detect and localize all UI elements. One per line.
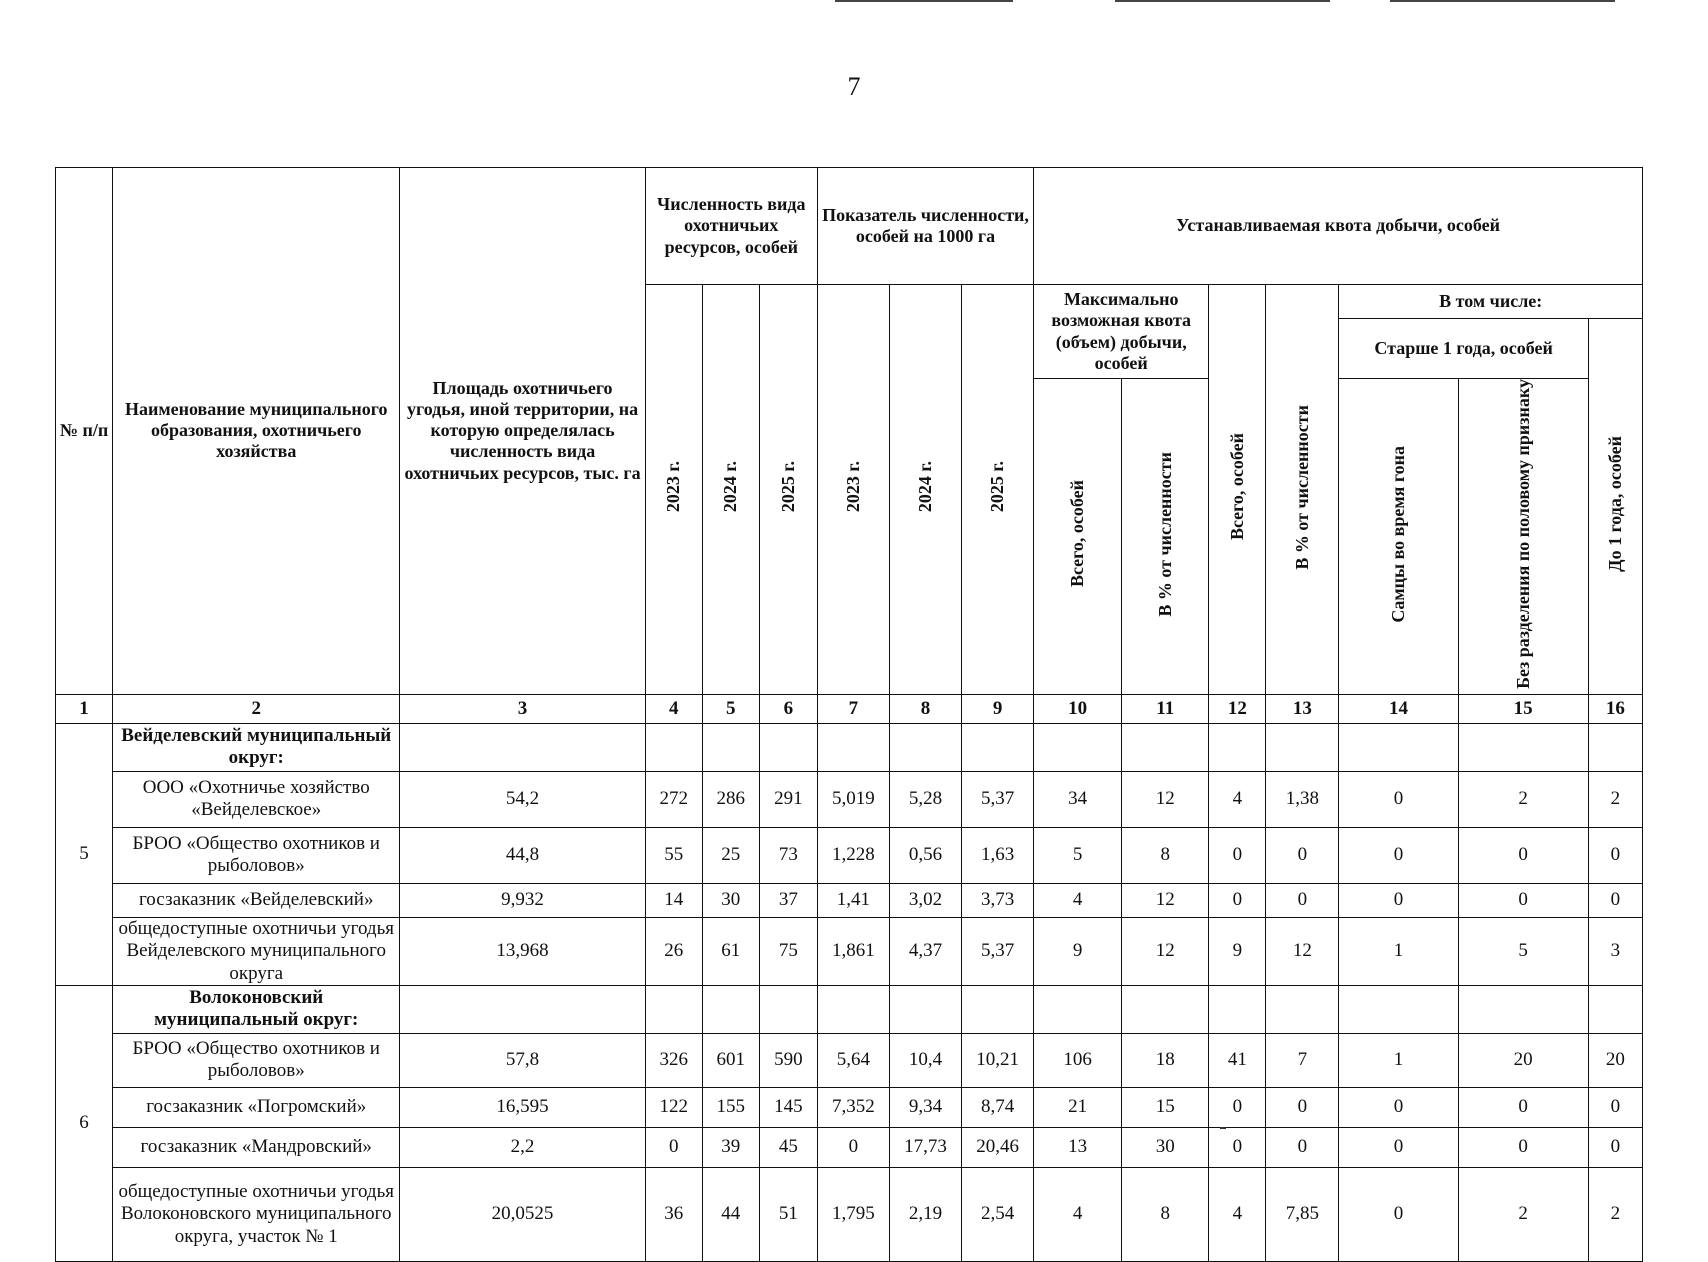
cell-name: общедоступные охотничьи угодья Вейделевского муниципального округа — [113, 917, 400, 985]
cell-p2023: 55 — [645, 827, 702, 883]
header-density-2023: 2023 г. — [817, 285, 889, 695]
cell-p2023: 14 — [645, 883, 702, 917]
header-older-1-year: Старше 1 года, особей — [1339, 319, 1588, 379]
column-number: 14 — [1339, 694, 1458, 723]
cell-area: 2,2 — [400, 1127, 645, 1167]
top-rule-left — [835, 0, 1013, 2]
header-males-rut: Самцы во время гона — [1339, 379, 1458, 695]
empty-cell — [702, 723, 759, 771]
cell-under1: 0 — [1588, 1087, 1642, 1127]
header-quota: Устанавливаемая квота добычи, особей — [1034, 168, 1643, 285]
header-name: Наименование муниципального образования, охотничьего хозяйства — [113, 168, 400, 695]
cell-males: 0 — [1339, 883, 1458, 917]
header-under-1-year: До 1 года, особей — [1588, 319, 1642, 695]
cell-d2025: 5,37 — [962, 917, 1034, 985]
cell-p2024: 601 — [702, 1033, 759, 1087]
column-number: 11 — [1122, 694, 1209, 723]
cell-under1: 3 — [1588, 917, 1642, 985]
cell-total: 41 — [1209, 1033, 1266, 1087]
cell-name: госзаказник «Мандровский» — [113, 1127, 400, 1167]
cell-name: госзаказник «Погромский» — [113, 1087, 400, 1127]
empty-cell — [1034, 985, 1122, 1033]
cell-max-total: 9 — [1034, 917, 1122, 985]
empty-cell — [817, 723, 889, 771]
table-body — [56, 694, 1643, 1261]
cell-name: БРОО «Общество охотников и рыболовов» — [113, 827, 400, 883]
cell-area: 44,8 — [400, 827, 645, 883]
empty-cell — [962, 985, 1034, 1033]
cell-p2025: 45 — [759, 1127, 817, 1167]
cell-total: 0 — [1209, 883, 1266, 917]
column-number: 8 — [889, 694, 961, 723]
cell-under1: 20 — [1588, 1033, 1642, 1087]
empty-cell — [1266, 985, 1339, 1033]
group-number: 6 — [56, 985, 113, 1261]
column-number: 10 — [1034, 694, 1122, 723]
cell-area: 13,968 — [400, 917, 645, 985]
cell-d2025: 1,63 — [962, 827, 1034, 883]
header-max-quota: Максимально возможная квота (объем) добычи, особей — [1034, 285, 1209, 379]
cell-name: госзаказник «Вейделевский» — [113, 883, 400, 917]
cell-p2024: 30 — [702, 883, 759, 917]
table-row — [56, 1167, 1643, 1261]
header-population: Численность вида охотничьих ресурсов, особей — [645, 168, 817, 285]
header-area: Площадь охотничьего угодья, иной территории, на которую определялась численность вида охотничьих ресурсов, тыс. га — [400, 168, 645, 695]
header-density: Показатель численности, особей на 1000 га — [817, 168, 1033, 285]
cell-p2025: 291 — [759, 771, 817, 827]
table-row — [56, 917, 1643, 985]
cell-pct: 1,38 — [1266, 771, 1339, 827]
underline-mark-1 — [1220, 1127, 1226, 1129]
empty-cell — [962, 723, 1034, 771]
empty-cell — [1458, 723, 1588, 771]
cell-males: 0 — [1339, 1087, 1458, 1127]
cell-area: 57,8 — [400, 1033, 645, 1087]
cell-d2023: 1,861 — [817, 917, 889, 985]
column-number: 1 — [56, 694, 113, 723]
table-row — [56, 771, 1643, 827]
group-title-row — [56, 723, 1643, 771]
cell-p2024: 61 — [702, 917, 759, 985]
cell-pct: 0 — [1266, 827, 1339, 883]
cell-p2025: 37 — [759, 883, 817, 917]
quota-table — [55, 167, 1643, 1262]
cell-nosplit: 2 — [1458, 1167, 1588, 1261]
cell-pct: 0 — [1266, 1127, 1339, 1167]
empty-cell — [702, 985, 759, 1033]
cell-d2024: 17,73 — [889, 1127, 961, 1167]
cell-p2025: 51 — [759, 1167, 817, 1261]
cell-area: 9,932 — [400, 883, 645, 917]
cell-d2024: 3,02 — [889, 883, 961, 917]
empty-cell — [645, 723, 702, 771]
cell-d2023: 5,019 — [817, 771, 889, 827]
empty-cell — [1458, 985, 1588, 1033]
cell-males: 0 — [1339, 1167, 1458, 1261]
empty-cell — [1122, 723, 1209, 771]
empty-cell — [1588, 723, 1642, 771]
cell-d2024: 10,4 — [889, 1033, 961, 1087]
group-title: Вейделевский муниципальный округ: — [113, 723, 400, 771]
cell-total: 0 — [1209, 1127, 1266, 1167]
cell-nosplit: 5 — [1458, 917, 1588, 985]
cell-p2023: 272 — [645, 771, 702, 827]
cell-d2024: 9,34 — [889, 1087, 961, 1127]
cell-males: 0 — [1339, 1127, 1458, 1167]
cell-p2023: 122 — [645, 1087, 702, 1127]
header-no-sex-split: Без разделения по половому признаку — [1458, 379, 1588, 695]
cell-d2025: 3,73 — [962, 883, 1034, 917]
header-quota-total: Всего, особей — [1209, 285, 1266, 695]
cell-p2023: 36 — [645, 1167, 702, 1261]
cell-p2023: 0 — [645, 1127, 702, 1167]
header-max-total: Всего, особей — [1034, 379, 1122, 695]
cell-nosplit: 20 — [1458, 1033, 1588, 1087]
cell-males: 1 — [1339, 1033, 1458, 1087]
cell-max-total: 5 — [1034, 827, 1122, 883]
table-row — [56, 883, 1643, 917]
column-number: 16 — [1588, 694, 1642, 723]
column-number: 9 — [962, 694, 1034, 723]
header-including: В том числе: — [1339, 285, 1643, 319]
empty-cell — [1588, 985, 1642, 1033]
cell-max-pct: 15 — [1122, 1087, 1209, 1127]
column-number: 15 — [1458, 694, 1588, 723]
page-number: 7 — [847, 72, 861, 101]
header-density-2024: 2024 г. — [889, 285, 961, 695]
column-number: 13 — [1266, 694, 1339, 723]
header-density-2025: 2025 г. — [962, 285, 1034, 695]
column-number: 3 — [400, 694, 645, 723]
cell-d2023: 1,228 — [817, 827, 889, 883]
cell-max-total: 4 — [1034, 1167, 1122, 1261]
cell-area: 16,595 — [400, 1087, 645, 1127]
empty-cell — [889, 723, 961, 771]
cell-p2024: 44 — [702, 1167, 759, 1261]
cell-under1: 0 — [1588, 827, 1642, 883]
column-number: 4 — [645, 694, 702, 723]
header-pop-2023: 2023 г. — [645, 285, 702, 695]
cell-p2025: 75 — [759, 917, 817, 985]
cell-pct: 12 — [1266, 917, 1339, 985]
cell-d2025: 8,74 — [962, 1087, 1034, 1127]
cell-nosplit: 0 — [1458, 827, 1588, 883]
empty-cell — [889, 985, 961, 1033]
cell-pct: 0 — [1266, 1087, 1339, 1127]
table-row — [56, 827, 1643, 883]
cell-d2023: 0 — [817, 1127, 889, 1167]
cell-d2025: 2,54 — [962, 1167, 1034, 1261]
cell-nosplit: 2 — [1458, 771, 1588, 827]
cell-under1: 2 — [1588, 771, 1642, 827]
cell-p2025: 145 — [759, 1087, 817, 1127]
cell-total: 4 — [1209, 771, 1266, 827]
cell-max-total: 21 — [1034, 1087, 1122, 1127]
cell-name: БРОО «Общество охотников и рыболовов» — [113, 1033, 400, 1087]
cell-total: 0 — [1209, 1087, 1266, 1127]
empty-cell — [1209, 985, 1266, 1033]
cell-p2023: 26 — [645, 917, 702, 985]
cell-d2025: 5,37 — [962, 771, 1034, 827]
group-title: Волоконовский муниципальный округ: — [113, 985, 400, 1033]
cell-d2023: 1,41 — [817, 883, 889, 917]
empty-cell — [1209, 723, 1266, 771]
header-pop-2025: 2025 г. — [759, 285, 817, 695]
cell-max-pct: 30 — [1122, 1127, 1209, 1167]
cell-name: общедоступные охотничьи угодья Волоконовского муниципального округа, участок № 1 — [113, 1167, 400, 1261]
cell-pct: 0 — [1266, 883, 1339, 917]
cell-pct: 7,85 — [1266, 1167, 1339, 1261]
column-number: 6 — [759, 694, 817, 723]
cell-males: 0 — [1339, 827, 1458, 883]
cell-d2023: 7,352 — [817, 1087, 889, 1127]
cell-area: 54,2 — [400, 771, 645, 827]
cell-males: 0 — [1339, 771, 1458, 827]
cell-p2024: 155 — [702, 1087, 759, 1127]
empty-cell — [1266, 723, 1339, 771]
empty-cell — [817, 985, 889, 1033]
cell-p2024: 39 — [702, 1127, 759, 1167]
cell-p2024: 25 — [702, 827, 759, 883]
cell-males: 1 — [1339, 917, 1458, 985]
cell-max-pct: 12 — [1122, 883, 1209, 917]
cell-max-pct: 8 — [1122, 827, 1209, 883]
empty-cell — [400, 985, 645, 1033]
header-num: № п/п — [56, 168, 113, 695]
column-number: 5 — [702, 694, 759, 723]
empty-cell — [400, 723, 645, 771]
cell-p2025: 590 — [759, 1033, 817, 1087]
empty-cell — [1122, 985, 1209, 1033]
cell-d2024: 5,28 — [889, 771, 961, 827]
top-rule-right — [1390, 0, 1615, 2]
cell-p2023: 326 — [645, 1033, 702, 1087]
cell-p2024: 286 — [702, 771, 759, 827]
cell-under1: 2 — [1588, 1167, 1642, 1261]
group-number: 5 — [56, 723, 113, 985]
table-row — [56, 1087, 1643, 1127]
header-max-percent: В % от численности — [1122, 379, 1209, 695]
cell-max-pct: 12 — [1122, 917, 1209, 985]
cell-total: 4 — [1209, 1167, 1266, 1261]
cell-max-total: 34 — [1034, 771, 1122, 827]
cell-max-total: 106 — [1034, 1033, 1122, 1087]
cell-d2024: 2,19 — [889, 1167, 961, 1261]
cell-total: 9 — [1209, 917, 1266, 985]
empty-cell — [759, 985, 817, 1033]
cell-d2025: 10,21 — [962, 1033, 1034, 1087]
header-pop-2024: 2024 г. — [702, 285, 759, 695]
cell-d2024: 0,56 — [889, 827, 961, 883]
empty-cell — [1339, 723, 1458, 771]
table-row — [56, 1127, 1643, 1167]
cell-p2025: 73 — [759, 827, 817, 883]
cell-max-total: 13 — [1034, 1127, 1122, 1167]
cell-nosplit: 0 — [1458, 1127, 1588, 1167]
cell-d2024: 4,37 — [889, 917, 961, 985]
empty-cell — [1034, 723, 1122, 771]
column-number: 2 — [113, 694, 400, 723]
cell-d2023: 5,64 — [817, 1033, 889, 1087]
table-row — [56, 1033, 1643, 1087]
header-quota-percent: В % от численности — [1266, 285, 1339, 695]
cell-max-pct: 18 — [1122, 1033, 1209, 1087]
cell-pct: 7 — [1266, 1033, 1339, 1087]
cell-max-pct: 12 — [1122, 771, 1209, 827]
column-numbers-row — [56, 694, 1643, 723]
cell-total: 0 — [1209, 827, 1266, 883]
column-number: 12 — [1209, 694, 1266, 723]
cell-d2023: 1,795 — [817, 1167, 889, 1261]
top-rule-middle — [1115, 0, 1330, 2]
cell-nosplit: 0 — [1458, 1087, 1588, 1127]
cell-max-pct: 8 — [1122, 1167, 1209, 1261]
empty-cell — [759, 723, 817, 771]
empty-cell — [645, 985, 702, 1033]
cell-name: ООО «Охотничье хозяйство «Вейделевское» — [113, 771, 400, 827]
cell-nosplit: 0 — [1458, 883, 1588, 917]
cell-d2025: 20,46 — [962, 1127, 1034, 1167]
cell-max-total: 4 — [1034, 883, 1122, 917]
cell-area: 20,0525 — [400, 1167, 645, 1261]
cell-under1: 0 — [1588, 1127, 1642, 1167]
column-number: 7 — [817, 694, 889, 723]
group-title-row — [56, 985, 1643, 1033]
cell-under1: 0 — [1588, 883, 1642, 917]
empty-cell — [1339, 985, 1458, 1033]
